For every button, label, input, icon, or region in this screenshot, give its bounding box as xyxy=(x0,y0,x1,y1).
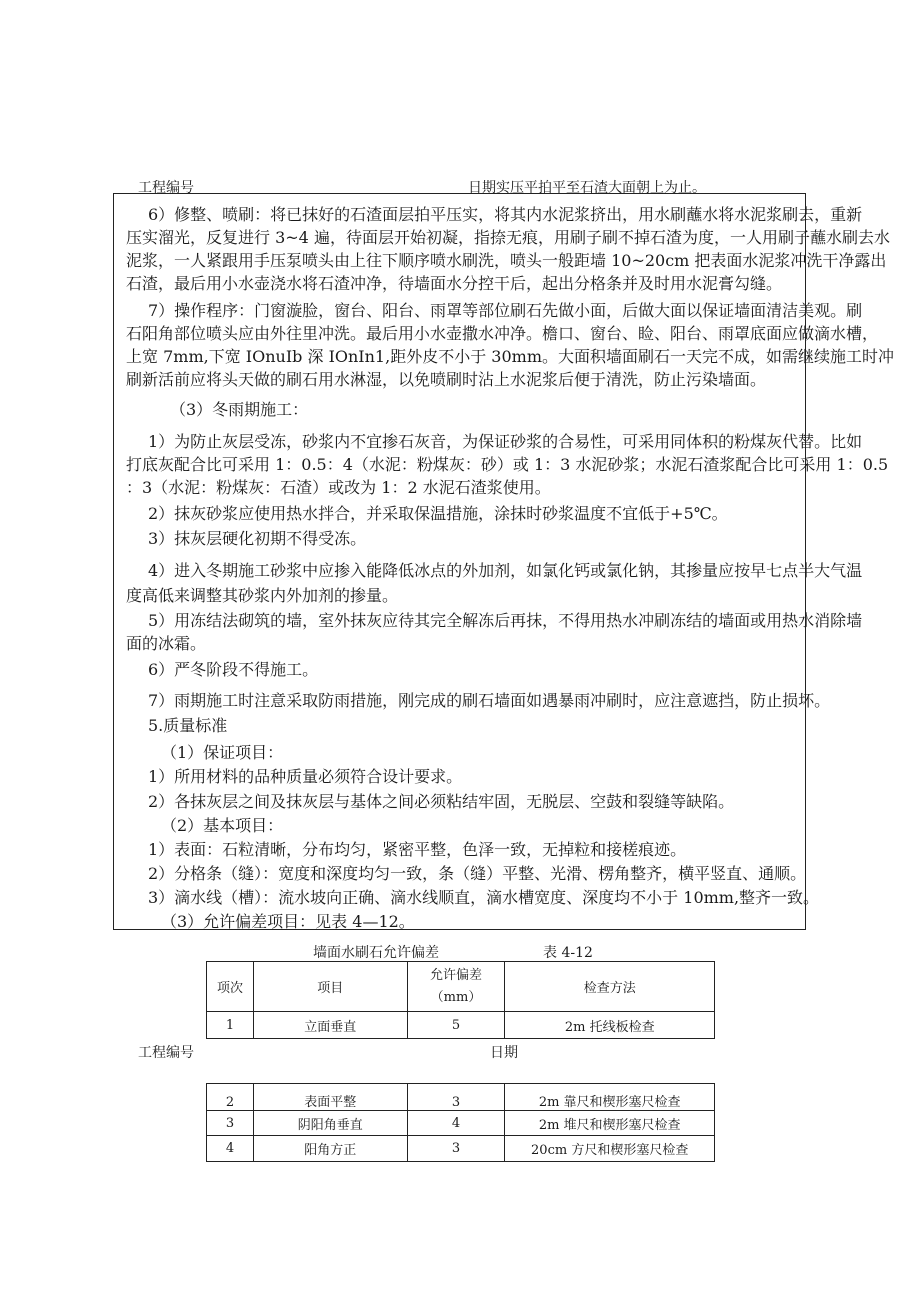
text-line: 6）修整、喷刷：将已抹好的石渣面层拍平压实，将其内水泥浆挤出，用水刷蘸水将水泥浆刷去，重新 xyxy=(148,205,863,224)
table-header-line: （mm） xyxy=(430,989,482,1005)
table-cell: 阳角方正 xyxy=(253,1136,407,1162)
table-cell: 3 xyxy=(407,1084,505,1111)
table-header-line: 允许偏差 xyxy=(429,967,482,983)
section-heading: （2）基本项目： xyxy=(161,816,284,835)
text-line: 1）表面：石粒清晰，分布均匀，紧密平整，色泽一致，无掉粒和接槎痕迹。 xyxy=(148,840,687,859)
text-line: 2）分格条（缝）：宽度和深度均匀一致，条（缝）平整、光滑、楞角整齐，横平竖直、通顺。 xyxy=(148,864,807,883)
section-heading: （3）冬雨期施工： xyxy=(170,400,309,419)
text-line: 上宽 7mm,下宽 IOnuIb 深 IOnIn1,距外皮不小于 30mm。大面积墙面刷石一天完不成，如需继续施工时冲 xyxy=(126,347,894,366)
text-line: 2）抹灰砂浆应使用热水拌合，并采取保温措施，涂抹时砂浆温度不宜低于+5℃。 xyxy=(148,504,728,523)
text-line: （3）允许偏差项目：见表 4—12。 xyxy=(161,912,415,931)
text-line: 7）雨期施工时注意采取防雨措施，刚完成的刷石墙面如遇暴雨冲刷时，应注意遮挡，防止损坏。 xyxy=(148,691,831,710)
text-line: 石渣，最后用小水壶浇水将石渣冲净，待墙面水分控干后，起出分格条并及时用水泥膏勾缝。 xyxy=(126,274,783,293)
table-header-cell xyxy=(407,962,505,1012)
table-cell: 5 xyxy=(407,1012,505,1039)
text-line: 度高低来调整其砂浆内外加剂的掺量。 xyxy=(126,586,399,605)
text-line: ：3（水泥：粉煤灰：石渣）或改为 1：2 水泥石渣浆使用。 xyxy=(126,478,551,497)
table-header-cell: 项次 xyxy=(207,962,254,1012)
text-line: 5）用冻结法砌筑的墙，室外抹灰应待其完全解冻后再抹，不得用热水冲刷冻结的墙面或用热水消除墙 xyxy=(148,611,863,630)
construction-text-box xyxy=(113,193,894,931)
table-cell: 4 xyxy=(407,1111,505,1136)
text-line: 6）严冬阶段不得施工。 xyxy=(148,660,319,679)
text-line: 泥浆，一人紧跟用手压泵喷头由上往下顺序喷水刷洗，喷头一般距墙 10~20cm 把表面水泥浆冲洗干净露出 xyxy=(126,251,887,270)
text-line: 4）进入冬期施工砂浆中应掺入能降低冰点的外加剂，如氯化钙或氯化钠，其掺量应按早七点半大气温 xyxy=(148,561,863,580)
text-line: 3）滴水线（槽）：流水坡向正确、滴水线顺直，滴水槽宽度、深度均不小于 10mm,整齐一致。 xyxy=(148,888,820,907)
table-row xyxy=(207,1084,715,1111)
text-line: 2）各抹灰层之间及抹灰层与基体之间必须粘结牢固，无脱层、空鼓和裂缝等缺陷。 xyxy=(148,792,735,811)
table-header-cell: 检查方法 xyxy=(505,962,715,1012)
section-heading: （1）保证项目： xyxy=(161,743,284,762)
text-line: 7）操作程序：门窗漩脸，窗台、阳台、雨罩等部位刷石先做小面，后做大面以保证墙面清洁美观。刷 xyxy=(148,301,863,320)
text-line: 面的冰霜。 xyxy=(126,634,207,653)
table-cell: 3 xyxy=(407,1136,505,1162)
table-cell: 立面垂直 xyxy=(253,1012,407,1039)
table-cell: 3 xyxy=(207,1111,254,1136)
table-cell: 2m 靠尺和楔形塞尺检查 xyxy=(505,1084,715,1111)
text-line: 石阳角部位喷头应由外往里冲洗。最后用小水壶撒水冲净。檐口、窗台、睑、阳台、雨罩底面应做滴水槽， xyxy=(126,324,879,343)
text-line: 1）所用材料的品种质量必须符合设计要求。 xyxy=(148,767,463,786)
text-line: 1）为防止灰层受冻，砂浆内不宜掺石灰音，为保证砂浆的合易性，可采用同体积的粉煤灰代替。比如 xyxy=(148,432,863,451)
tolerance-table-part2 xyxy=(206,1083,715,1162)
table-cell: 2 xyxy=(207,1084,254,1111)
tolerance-table-part1 xyxy=(206,961,715,1039)
table-caption-title: 墙面水刷石允许偏差 xyxy=(313,945,439,961)
text-line: 3）抹灰层硬化初期不得受冻。 xyxy=(148,529,367,548)
date-label-bottom: 日期 xyxy=(490,1045,518,1061)
table-row xyxy=(207,1012,715,1039)
table-cell: 1 xyxy=(207,1012,254,1039)
section-heading: 5.质量标准 xyxy=(148,716,228,735)
table-cell: 2m 堆尺和楔形塞尺检查 xyxy=(505,1111,715,1136)
table-cell: 2m 托线板检查 xyxy=(505,1012,715,1039)
text-line: 打底灰配合比可采用 1：0.5：4（水泥：粉煤灰：砂）或 1：3 水泥砂浆；水泥石渣浆配合比可采用 1：0.5 xyxy=(126,455,889,474)
table-cell: 20cm 方尺和楔形塞尺检查 xyxy=(505,1136,715,1162)
project-number-label: 工程编号 xyxy=(138,180,194,196)
table-header-cell: 项目 xyxy=(253,962,407,1012)
text-line: 刷新活前应将头天做的刷石用水淋湿，以免喷刷时沾上水泥浆后便于清洗，防止污染墙面。 xyxy=(126,370,767,389)
table-cell: 4 xyxy=(207,1136,254,1162)
table-cell: 表面平整 xyxy=(253,1084,407,1111)
table-cell: 阴阳角垂直 xyxy=(253,1111,407,1136)
table-row xyxy=(207,1111,715,1136)
date-label: 日期实压平拍平至石渣大面朝上为止。 xyxy=(468,180,706,196)
table-caption-number: 表 4-12 xyxy=(543,945,593,961)
table-row xyxy=(207,1136,715,1162)
project-number-label-bottom: 工程编号 xyxy=(138,1045,194,1061)
text-line: 压实溜光，反复进行 3~4 遍，待面层开始初凝，指捺无痕，用刷子刷不掉石渣为度，一人用刷子蘸水刷去水 xyxy=(126,228,890,247)
